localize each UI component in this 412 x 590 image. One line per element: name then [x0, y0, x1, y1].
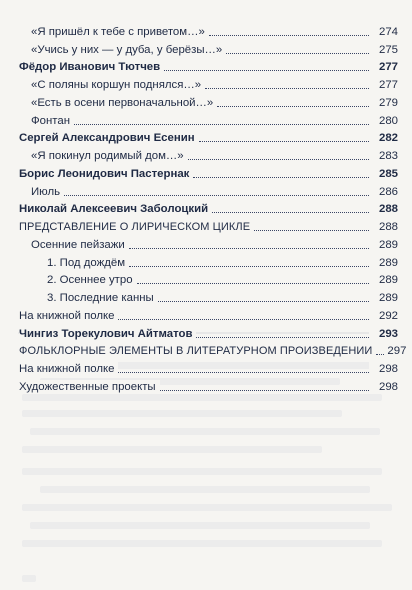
- toc-entry-title: На книжной полке: [19, 362, 118, 376]
- dot-leader: [254, 230, 369, 231]
- toc-entry-title: «Учись у них — у дуба, у берёзы…»: [19, 43, 226, 57]
- toc-entry[interactable]: [19, 145, 398, 163]
- dot-leader: [158, 301, 369, 302]
- toc-author-name: Николай Алексеевич Заболоцкий: [19, 202, 212, 216]
- toc-author-name: Фёдор Иванович Тютчев: [19, 60, 164, 74]
- table-of-contents: [19, 21, 407, 394]
- dot-leader: [196, 337, 369, 338]
- toc-entry-title: Художественные проекты: [19, 380, 160, 394]
- toc-page-number: 298: [369, 380, 398, 394]
- toc-page-number: 293: [369, 327, 398, 341]
- toc-entry-title: Фонтан: [19, 114, 74, 128]
- toc-author-name: Чингиз Торекулович Айтматов: [19, 327, 196, 341]
- toc-entry[interactable]: [19, 305, 398, 323]
- toc-author-entry[interactable]: [19, 128, 398, 146]
- dot-leader: [164, 70, 369, 71]
- toc-entry[interactable]: [19, 234, 398, 252]
- toc-page-number: 279: [369, 96, 398, 110]
- toc-page-number: 297: [384, 344, 406, 358]
- toc-page-number: 280: [369, 114, 398, 128]
- toc-page-number: 289: [369, 273, 398, 287]
- toc-entry[interactable]: [19, 376, 398, 394]
- toc-entry-title: 3. Последние канны: [19, 291, 158, 305]
- dot-leader: [188, 159, 369, 160]
- dot-leader: [129, 248, 369, 249]
- dot-leader: [64, 195, 369, 196]
- toc-page-number: 285: [369, 167, 398, 181]
- toc-page-number: 289: [369, 238, 398, 252]
- toc-page-number: 288: [369, 220, 398, 234]
- toc-entry[interactable]: [19, 181, 398, 199]
- toc-subentry[interactable]: [19, 252, 398, 270]
- dot-leader: [376, 354, 384, 355]
- toc-section-title: ФОЛЬКЛОРНЫЕ ЭЛЕМЕНТЫ В ЛИТЕРАТУРНОМ ПРОИЗВЕДЕНИИ: [19, 344, 376, 358]
- dot-leader: [209, 35, 369, 36]
- toc-entry-title: На книжной полке: [19, 309, 118, 323]
- toc-page-number: 282: [369, 131, 398, 145]
- toc-page-number: 289: [369, 291, 398, 305]
- dot-leader: [217, 106, 369, 107]
- toc-entry[interactable]: [19, 110, 398, 128]
- dot-leader: [212, 212, 369, 213]
- toc-page-number: 289: [369, 256, 398, 270]
- dot-leader: [193, 177, 369, 178]
- toc-page-number: 275: [369, 43, 398, 57]
- toc-section-title: ПРЕДСТАВЛЕНИЕ О ЛИРИЧЕСКОМ ЦИКЛЕ: [19, 220, 254, 234]
- toc-entry-title: «Я пришёл к тебе с приветом…»: [19, 25, 209, 39]
- toc-page-number: 283: [369, 149, 398, 163]
- toc-entry-title: Июль: [19, 185, 64, 199]
- dot-leader: [129, 266, 369, 267]
- dot-leader: [137, 283, 369, 284]
- toc-section-entry[interactable]: [19, 341, 407, 359]
- dot-leader: [160, 390, 369, 391]
- toc-author-entry[interactable]: [19, 323, 398, 341]
- toc-author-entry[interactable]: [19, 199, 398, 217]
- toc-page-number: 292: [369, 309, 398, 323]
- dot-leader: [74, 124, 369, 125]
- toc-entry-title: 1. Под дождём: [19, 256, 129, 270]
- toc-page-number: 298: [369, 362, 398, 376]
- dot-leader: [205, 88, 369, 89]
- toc-page-number: 277: [369, 78, 398, 92]
- toc-entry[interactable]: [19, 358, 398, 376]
- toc-entry[interactable]: [19, 74, 398, 92]
- dot-leader: [226, 53, 369, 54]
- toc-section-entry[interactable]: [19, 216, 398, 234]
- toc-entry-title: «Есть в осени первоначальной…»: [19, 96, 217, 110]
- toc-page-number: 277: [369, 60, 398, 74]
- toc-entry-title: «С поляны коршун поднялся…»: [19, 78, 205, 92]
- toc-subentry[interactable]: [19, 270, 398, 288]
- toc-subentry[interactable]: [19, 287, 398, 305]
- toc-entry-title: «Я покинул родимый дом…»: [19, 149, 188, 163]
- toc-entry[interactable]: [19, 92, 398, 110]
- toc-page-number: 288: [369, 202, 398, 216]
- dot-leader: [118, 319, 369, 320]
- toc-author-name: Сергей Александрович Есенин: [19, 131, 199, 145]
- toc-entry[interactable]: [19, 39, 398, 57]
- toc-entry-title: Осенние пейзажи: [19, 238, 129, 252]
- dot-leader: [118, 372, 369, 373]
- toc-page-number: 286: [369, 185, 398, 199]
- toc-entry-title: 2. Осеннее утро: [19, 273, 137, 287]
- toc-author-entry[interactable]: [19, 57, 398, 75]
- toc-entry[interactable]: [19, 21, 398, 39]
- toc-page-number: 274: [369, 25, 398, 39]
- toc-author-name: Борис Леонидович Пастернак: [19, 167, 193, 181]
- toc-author-entry[interactable]: [19, 163, 398, 181]
- dot-leader: [199, 141, 369, 142]
